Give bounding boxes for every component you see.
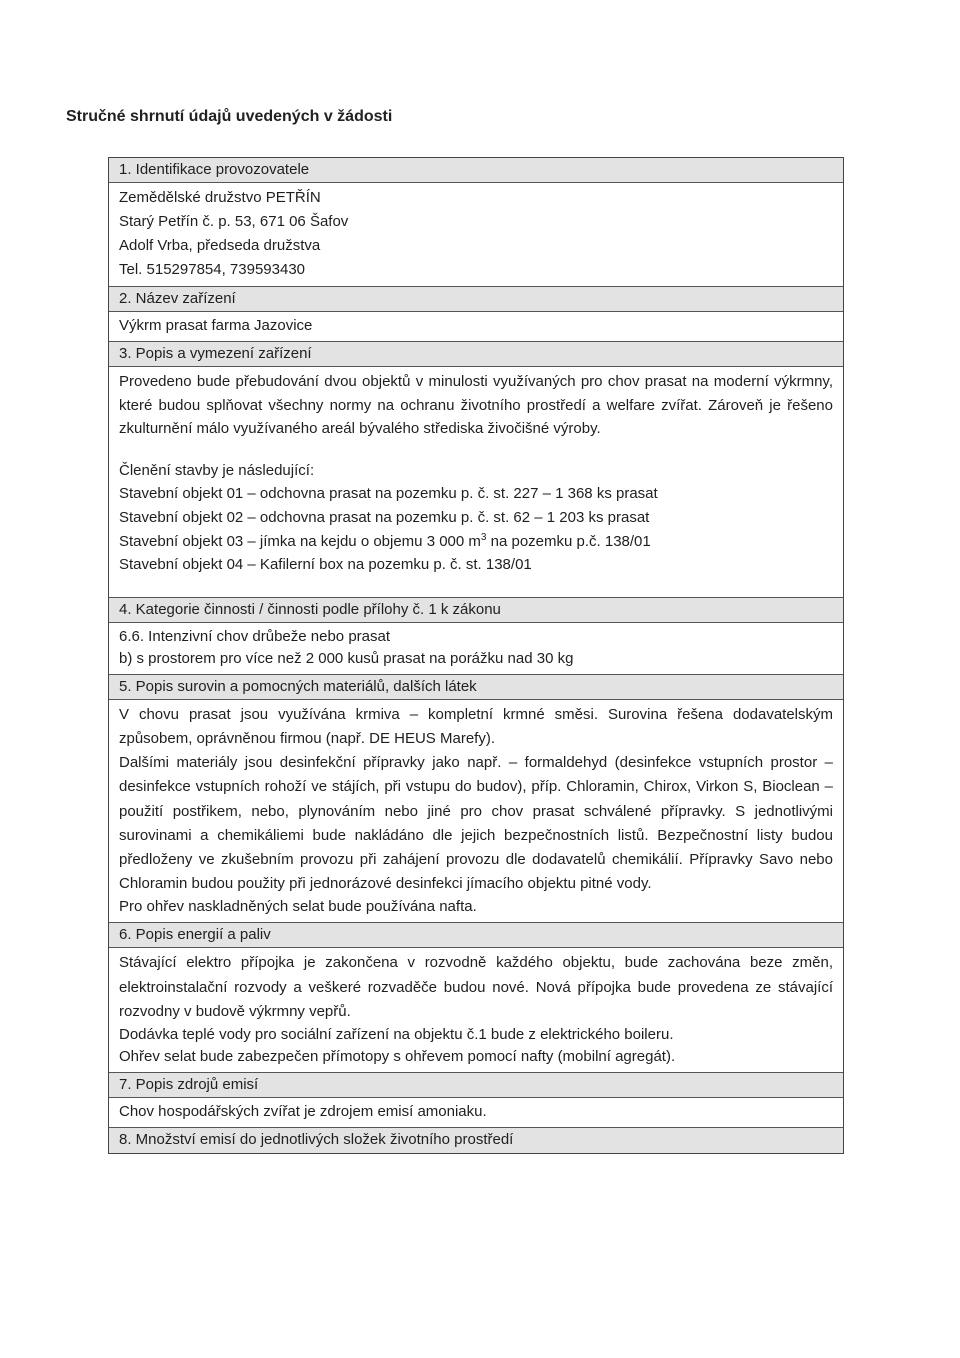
section-3-body [109,367,843,598]
materials-feed-paragraph: V chovu prasat jsou využívána krmiva – kompletní krmné směsi. Surovina řešena dodavatelským způsobem, oprávněnou firmou (např. DE HEUS Marefy). [119,705,833,747]
activity-capacity: b) s prostorem pro více než 2 000 kusů prasat na porážku nad 30 kg [119,649,574,667]
section-6-body [109,948,843,1073]
section-7-body [109,1098,843,1128]
section-1-header: 1. Identifikace provozovatele [109,158,843,183]
section-8-header: 8. Množství emisí do jednotlivých složek životního prostředí [109,1128,843,1153]
structure-item-04: Stavební objekt 04 – Kafilerní box na pozemku p. č. st. 138/01 [119,556,532,574]
structure-item-03-tail: na pozemku p.č. 138/01 [486,532,651,550]
document-title: Stručné shrnutí údajů uvedených v žádosti [66,108,393,125]
section-2-body [109,312,843,342]
section-2-header: 2. Název zařízení [109,287,843,312]
activity-category: 6.6. Intenzivní chov drůbeže nebo prasat [119,627,391,645]
summary-form-table [108,157,844,1154]
operator-name: Zemědělské družstvo PETŘÍN [119,189,321,206]
structure-item-03 [119,530,833,554]
operator-phone: Tel. 515297854, 739593430 [119,261,306,278]
energy-hot-water-paragraph: Dodávka teplé vody pro sociální zařízení na objektu č.1 bude z elektrického boileru. [119,1025,674,1043]
structure-item-03-sup: 3 [480,531,487,543]
energy-electric-paragraph: Stávající elektro přípojka je zakončena v rozvodně každého objektu, bude zachována beze změn, elektroinstalační rozvody a veškeré rozvaděče budou nové. Nová přípojka bude provedena ze stávající rozvodny v budově výkrmny vepřů. [119,954,833,1020]
emission-source: Chov hospodářských zvířat je zdrojem emisí amoniaku. [119,1102,487,1120]
section-5-body [109,700,843,924]
materials-disinfection-paragraph: Dalšími materiály jsou desinfekční přípravky jako např. – formaldehyd (desinfekce vstupních prostor – desinfekce vstupních rohoží ve stájích, při vstupu do budov), příp. Chloramin, Chirox, Virkon S, Bioclean – použití postřikem, nebo, plynováním nebo jiné pro chov prasat schválené přípravky. S jednotlivými surovinami a chemikáliemi bude nakládáno dle jejich bezpečnostních listů. Bezpečnostní listy budou předloženy ve zkušebním provozu při zahájení provozu dle dodavatelů chemikálií. Přípravky Savo nebo Chloramin budou použity při jednorázové desinfekci jímacího objektu pitné vody. [119,754,833,893]
structure-item-01: Stavební objekt 01 – odchovna prasat na pozemku p. č. st. 227 – 1 368 ks prasat [119,485,658,503]
section-4-body [109,623,843,675]
facility-description: Provedeno bude přebudování dvou objektů v minulosti využívaných pro chov prasat na moderní výkrmny, které budou splňovat všechny normy na ochranu životního prostředí a welfare zvířat. Zároveň je řešeno zkulturnění málo využívaného areál bývalého střediska živočišné výroby. [119,373,833,438]
section-3-header: 3. Popis a vymezení zařízení [109,342,843,367]
structure-list-intro: Členění stavby je následující: [119,461,315,479]
facility-name: Výkrm prasat farma Jazovice [119,317,313,334]
section-6-header: 6. Popis energií a paliv [109,923,843,948]
structure-item-02: Stavební objekt 02 – odchovna prasat na pozemku p. č. st. 62 – 1 203 ks prasat [119,508,650,526]
section-1-body [109,183,843,287]
section-5-header: 5. Popis surovin a pomocných materiálů, dalších látek [109,675,843,700]
operator-representative: Adolf Vrba, předseda družstva [119,237,321,254]
energy-heating-paragraph: Ohřev selat bude zabezpečen přímotopy s ohřevem pomocí nafty (mobilní agregát). [119,1047,676,1065]
structure-item-03-text: Stavební objekt 03 – jímka na kejdu o objemu 3 000 m [119,532,481,550]
section-4-header: 4. Kategorie činnosti / činnosti podle přílohy č. 1 k zákonu [109,598,843,623]
materials-fuel-paragraph: Pro ohřev naskladněných selat bude používána nafta. [119,898,477,916]
section-7-header: 7. Popis zdrojů emisí [109,1073,843,1098]
operator-address: Starý Petřín č. p. 53, 671 06 Šafov [119,213,349,230]
